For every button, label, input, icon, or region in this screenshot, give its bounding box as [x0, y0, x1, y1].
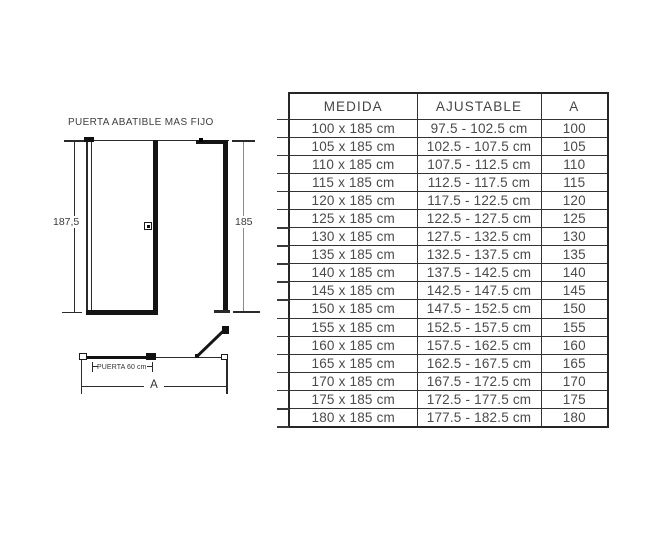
cell-a: 160: [541, 336, 608, 354]
fixed-right-stile: [223, 140, 228, 312]
cell-medida: 150 x 185 cm: [289, 300, 417, 318]
cell-medida: 145 x 185 cm: [289, 282, 417, 300]
cell-a: 150: [541, 300, 608, 318]
wall-profile-line-1: [86, 140, 88, 315]
cell-medida: 115 x 185 cm: [289, 173, 417, 191]
cell-a: 120: [541, 191, 608, 209]
table-row: [289, 209, 608, 227]
cell-ajustable: 117.5 - 122.5 cm: [417, 191, 541, 209]
plan-right-anchor: [221, 354, 228, 361]
cell-medida: 100 x 185 cm: [289, 119, 417, 137]
cell-a: 165: [541, 354, 608, 372]
cell-medida: 180 x 185 cm: [289, 409, 417, 428]
cell-ajustable: 177.5 - 182.5 cm: [417, 409, 541, 428]
table-row: [289, 155, 608, 173]
cell-medida: 125 x 185 cm: [289, 209, 417, 227]
table-row: [289, 246, 608, 264]
table-row: [289, 173, 608, 191]
table-row: [289, 300, 608, 318]
cell-a: 100: [541, 119, 608, 137]
door-width-tick-right: [152, 362, 153, 372]
table-row: [289, 137, 608, 155]
cell-a: 110: [541, 155, 608, 173]
table-row: [289, 354, 608, 372]
door-handle-dot: [147, 225, 150, 228]
table-row: [289, 372, 608, 390]
cell-a: 115: [541, 173, 608, 191]
cell-ajustable: 122.5 - 127.5 cm: [417, 209, 541, 227]
table-row: [289, 409, 608, 428]
plan-fixed-panel-line: [156, 357, 222, 358]
door-width-label: PUERTA 60 cm: [97, 364, 147, 371]
table-body: [289, 119, 608, 427]
plan-connector-block: [146, 353, 156, 360]
total-width-line-left: [81, 386, 145, 387]
dim-right-tick-top: [232, 140, 255, 142]
door-bottom-rail: [86, 310, 158, 315]
cell-ajustable: 152.5 - 157.5 cm: [417, 318, 541, 336]
cell-ajustable: 162.5 - 167.5 cm: [417, 354, 541, 372]
cell-medida: 155 x 185 cm: [289, 318, 417, 336]
col-header-a: A: [541, 93, 608, 119]
cell-a: 140: [541, 264, 608, 282]
wall-profile-line-2: [91, 140, 93, 315]
cell-ajustable: 142.5 - 147.5 cm: [417, 282, 541, 300]
cell-a: 180: [541, 409, 608, 428]
table-row: [289, 318, 608, 336]
door-mid-stile: [153, 140, 158, 315]
table-row: [289, 264, 608, 282]
cell-ajustable: 137.5 - 142.5 cm: [417, 264, 541, 282]
table-row: [289, 119, 608, 137]
wall-profile-cap: [84, 137, 94, 142]
total-width-label: A: [144, 378, 164, 392]
spec-table: [288, 92, 609, 428]
table-row: [289, 191, 608, 209]
col-header-medida: MEDIDA: [289, 93, 417, 119]
cell-medida: 120 x 185 cm: [289, 191, 417, 209]
table-row: [289, 228, 608, 246]
dim-left-tick-bottom: [62, 312, 82, 314]
col-header-ajustable: AJUSTABLE: [417, 93, 541, 119]
plan-wall-anchor: [79, 353, 87, 360]
cell-a: 105: [541, 137, 608, 155]
cell-ajustable: 102.5 - 107.5 cm: [417, 137, 541, 155]
cell-a: 125: [541, 209, 608, 227]
dim-right-tick-bottom: [233, 311, 260, 313]
cell-medida: 135 x 185 cm: [289, 246, 417, 264]
total-width-ext-right: [226, 360, 227, 394]
cell-ajustable: 132.5 - 137.5 cm: [417, 246, 541, 264]
table-row: [289, 336, 608, 354]
plan-door-end-cap: [222, 326, 230, 334]
dim-right-label: 185: [235, 216, 253, 228]
cell-medida: 165 x 185 cm: [289, 354, 417, 372]
cell-medida: 170 x 185 cm: [289, 372, 417, 390]
cell-a: 145: [541, 282, 608, 300]
cell-ajustable: 157.5 - 162.5 cm: [417, 336, 541, 354]
cell-a: 170: [541, 372, 608, 390]
cell-medida: 140 x 185 cm: [289, 264, 417, 282]
cell-a: 155: [541, 318, 608, 336]
cell-ajustable: 127.5 - 132.5 cm: [417, 228, 541, 246]
cell-a: 135: [541, 246, 608, 264]
cell-ajustable: 172.5 - 177.5 cm: [417, 390, 541, 408]
top-support-marker: [199, 138, 203, 142]
table-header-row: [289, 93, 608, 119]
cell-medida: 105 x 185 cm: [289, 137, 417, 155]
fixed-bottom-tick: [214, 310, 230, 313]
total-width-ext-left: [81, 360, 82, 394]
cell-medida: 160 x 185 cm: [289, 336, 417, 354]
table-row: [289, 282, 608, 300]
cell-ajustable: 147.5 - 152.5 cm: [417, 300, 541, 318]
cell-ajustable: 97.5 - 102.5 cm: [417, 119, 541, 137]
cell-ajustable: 112.5 - 117.5 cm: [417, 173, 541, 191]
cell-medida: 130 x 185 cm: [289, 228, 417, 246]
cell-medida: 110 x 185 cm: [289, 155, 417, 173]
plan-door-panel-line: [86, 356, 147, 360]
dim-left-label: 187,5: [53, 216, 80, 228]
cell-a: 130: [541, 228, 608, 246]
diagram-title: PUERTA ABATIBLE MAS FIJO: [68, 117, 214, 128]
plan-hinge-dot: [195, 354, 200, 359]
cell-ajustable: 107.5 - 112.5 cm: [417, 155, 541, 173]
total-width-line-right: [163, 386, 227, 387]
door-handle: [144, 222, 152, 230]
door-width-stub-right: [147, 366, 152, 367]
cell-ajustable: 167.5 - 172.5 cm: [417, 372, 541, 390]
cell-a: 175: [541, 390, 608, 408]
cell-medida: 175 x 185 cm: [289, 390, 417, 408]
table-row: [289, 390, 608, 408]
